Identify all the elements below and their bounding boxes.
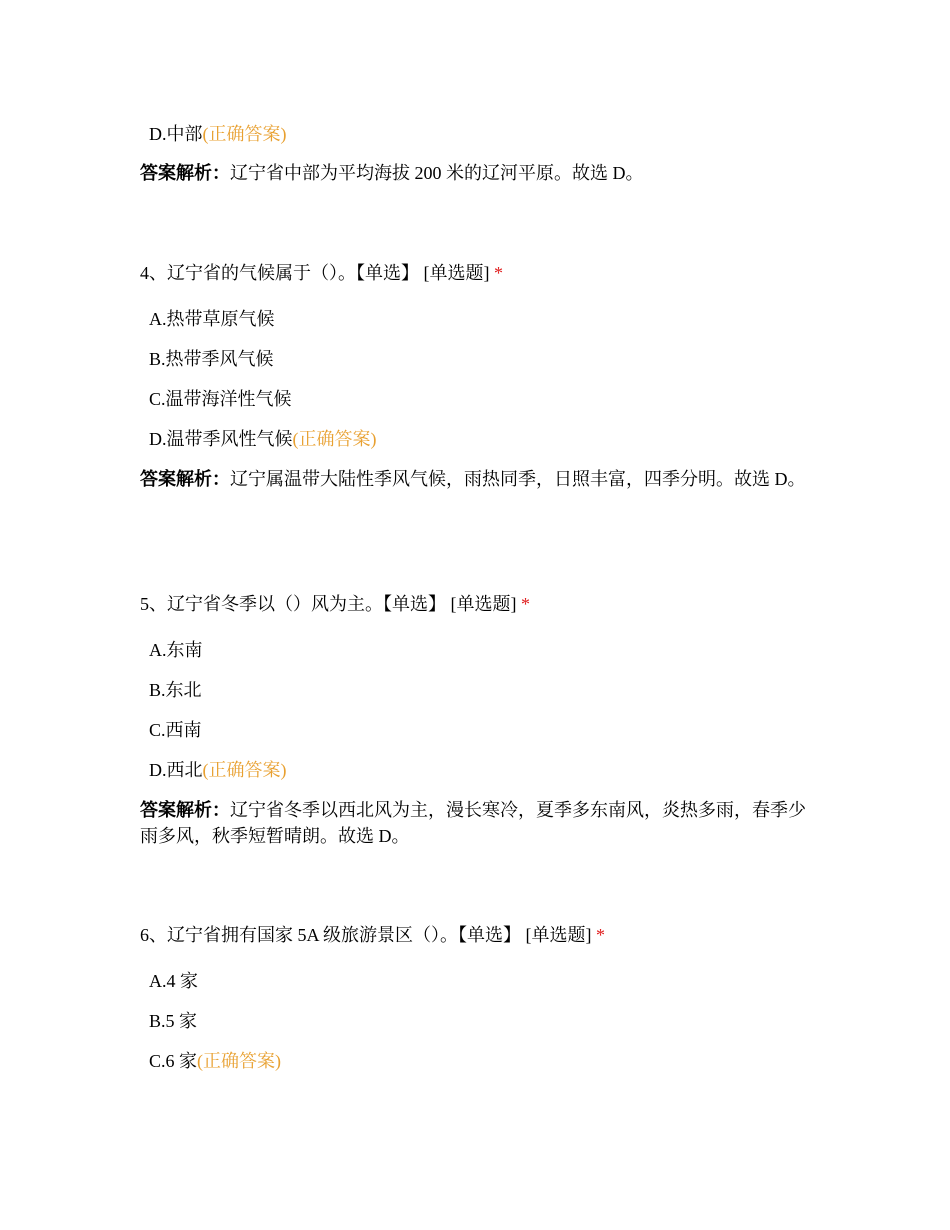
explanation-q4 <box>140 466 820 492</box>
explanation-text: 辽宁省冬季以西北风为主，漫长寒冷，夏季多东南风，炎热多雨，春季少雨多风，秋季短暂晴朗。故选 D。 <box>140 800 806 846</box>
correct-answer-mark: (正确答案) <box>202 760 287 780</box>
option-text: C.西南 <box>149 720 202 740</box>
option-q6-b[interactable] <box>149 1010 197 1032</box>
option-text: B.东北 <box>149 680 202 700</box>
option-text: D.西北 <box>149 760 203 780</box>
option-q3-d <box>149 123 287 145</box>
correct-answer-mark: (正确答案) <box>202 124 287 144</box>
question-6-title <box>140 924 605 946</box>
question-text: 5、辽宁省冬季以（）风为主。【单选】 [单选题] <box>140 594 517 614</box>
option-text: A.热带草原气候 <box>149 309 275 329</box>
option-q5-b[interactable] <box>149 679 202 701</box>
option-q4-d[interactable] <box>149 428 377 450</box>
option-text: B.5 家 <box>149 1011 198 1031</box>
explanation-q3 <box>140 160 820 186</box>
option-text: D.中部 <box>149 124 203 144</box>
option-q5-d[interactable] <box>149 759 287 781</box>
question-text: 6、辽宁省拥有国家 5A 级旅游景区（）。【单选】 [单选题] <box>140 925 592 945</box>
option-q5-c[interactable] <box>149 719 202 741</box>
required-mark: * <box>494 263 503 283</box>
option-q6-a[interactable] <box>149 970 198 992</box>
explanation-text: 辽宁属温带大陆性季风气候，雨热同季，日照丰富，四季分明。故选 D。 <box>230 469 806 489</box>
correct-answer-mark: (正确答案) <box>197 1051 282 1071</box>
explanation-q5 <box>140 797 820 849</box>
option-q4-a[interactable] <box>149 308 275 330</box>
option-text: A.东南 <box>149 640 203 660</box>
option-text: C.温带海洋性气候 <box>149 389 292 409</box>
question-text: 4、辽宁省的气候属于（）。【单选】 [单选题] <box>140 263 490 283</box>
option-text: A.4 家 <box>149 971 198 991</box>
explanation-label: 答案解析： <box>140 469 230 489</box>
explanation-label: 答案解析： <box>140 800 230 820</box>
option-text: C.6 家 <box>149 1051 198 1071</box>
option-text: B.热带季风气候 <box>149 349 274 369</box>
explanation-text: 辽宁省中部为平均海拔 200 米的辽河平原。故选 D。 <box>230 163 644 183</box>
option-q5-a[interactable] <box>149 639 203 661</box>
question-5-title <box>140 593 530 615</box>
option-q6-c[interactable] <box>149 1050 281 1072</box>
option-q4-b[interactable] <box>149 348 274 370</box>
required-mark: * <box>596 925 605 945</box>
option-q4-c[interactable] <box>149 388 292 410</box>
question-4-title <box>140 262 503 284</box>
option-text: D.温带季风性气候 <box>149 429 293 449</box>
required-mark: * <box>521 594 530 614</box>
correct-answer-mark: (正确答案) <box>292 429 377 449</box>
explanation-label: 答案解析： <box>140 163 230 183</box>
